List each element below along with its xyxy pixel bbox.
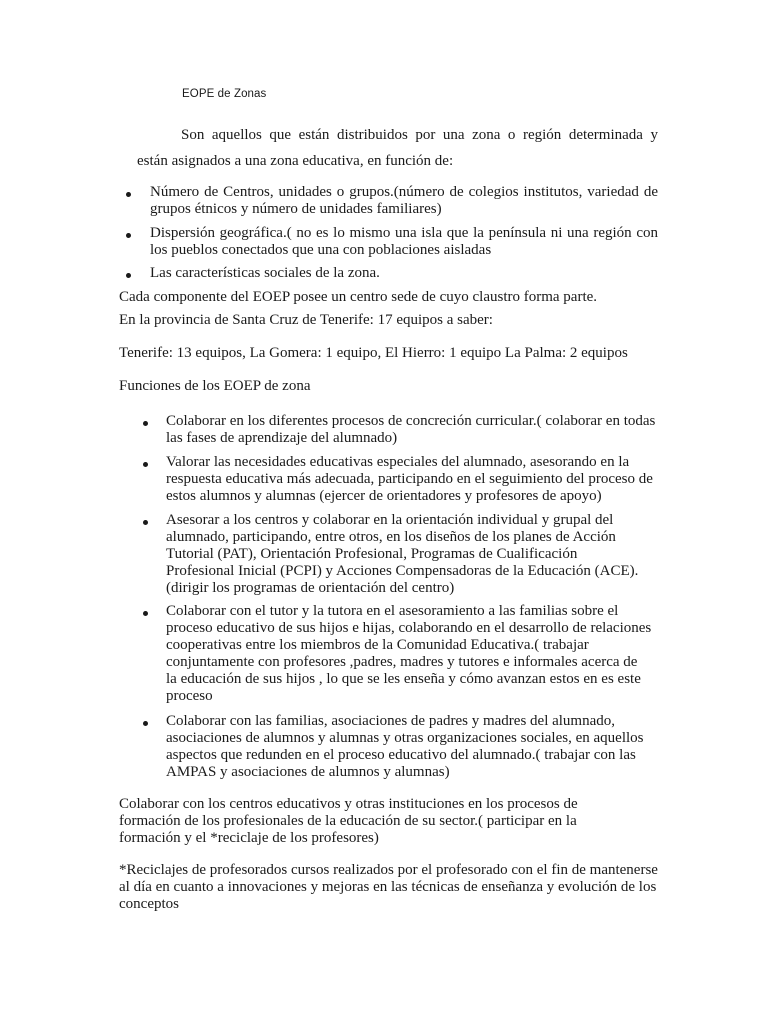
bullet-icon (143, 520, 148, 525)
funcion-item: Colaborar con el tutor y la tutora en el asesoramiento a las familias sobre el proceso educativo de sus hijos e hijas, colaborando en el desarrollo de relaciones cooperativas entre los miembros de la Comunidad Educativa.( trabajar conjuntamente con profesores ,padres, madres y tutores e informales acerca de la educación de sus hijos , lo que se les enseña y cómo avanzan estos en es este proceso (166, 603, 652, 704)
factor-item: Las características sociales de la zona. (150, 265, 380, 281)
bullet-icon (143, 421, 148, 426)
funcion-item: Asesorar a los centros y colaborar en la orientación individual y grupal del alumnado, participando, entre otros, en los diseños de los planes de Acción Tutorial (PAT), Orientación Profesional, Programas de Cualificación Profesional Inicial (PCPI) y Acciones Compensadoras de la Educación (ACE).(dirigir los programas de orientación del centro) (166, 512, 639, 596)
bullet-icon (126, 273, 131, 278)
funciones-title: Funciones de los EOEP de zona (119, 378, 311, 394)
intro-line-2: están asignados a una zona educativa, en función de: (137, 153, 454, 169)
document-heading: EOPE de Zonas (182, 88, 267, 100)
bullet-icon (126, 233, 131, 238)
bullet-icon (143, 721, 148, 726)
funcion-item: Colaborar en los diferentes procesos de concreción curricular.( colaborar en todas las fases de aprendizaje del alumnado) (166, 413, 656, 446)
paragraph-islas: Tenerife: 13 equipos, La Gomera: 1 equipo, El Hierro: 1 equipo La Palma: 2 equipos (119, 345, 628, 361)
funcion-item: Valorar las necesidades educativas especiales del alumnado, asesorando en la respuesta educativa más adecuada, participando en el seguimiento del proceso de estos alumnos y alumnas (ejercer de orientadores y profesores de apoyo) (166, 454, 653, 504)
bullet-icon (143, 462, 148, 467)
paragraph-reciclaje: *Reciclajes de profesorados cursos realizados por el profesorado con el fin de mantenerse al día en cuanto a innovaciones y mejoras en las técnicas de enseñanza y evolución de los conceptos (119, 862, 658, 912)
factor-item: Dispersión geográfica.( no es lo mismo una isla que la península ni una región con los pueblos conectados que una con poblaciones aisladas (150, 225, 658, 258)
funcion-item: Colaborar con las familias, asociaciones de padres y madres del alumnado, asociaciones de alumnos y alumnas y otras organizaciones sociales, en aquellos aspectos que redunden en el proceso educativo del alumnado.( trabajar con las AMPAS y asociaciones de alumnos y alumnas) (166, 713, 644, 780)
factor-item: Número de Centros, unidades o grupos.(número de colegios institutos, variedad de grupos étnicos y número de unidades familiares) (150, 184, 658, 217)
bullet-icon (126, 192, 131, 197)
paragraph-sede: Cada componente del EOEP posee un centro sede de cuyo claustro forma parte. (119, 289, 598, 305)
bullet-icon (143, 611, 148, 616)
paragraph-colaborar: Colaborar con los centros educativos y otras instituciones en los procesos de formación de los profesionales de la educación de su sector.( participar en la formación y el *reciclaje de los profesores) (119, 796, 578, 846)
intro-line-1: Son aquellos que están distribuidos por una zona o región determinada y (181, 127, 658, 143)
paragraph-provincia: En la provincia de Santa Cruz de Tenerife: 17 equipos a saber: (119, 312, 493, 328)
